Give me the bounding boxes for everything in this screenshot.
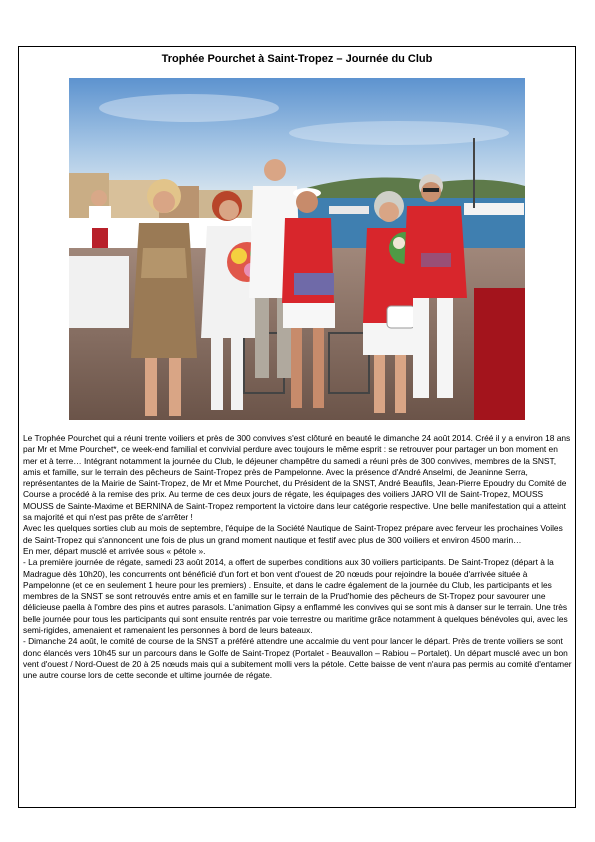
paragraph-intro: Le Trophée Pourchet qui a réuni trente voiliers et près de 300 convives s'est clôturé en beauté le dimanche 24 août 2014. Créé il y a environ 18 ans par Mr et Mme Pourchet*, ce week-end familial et convivial perdure avec toujours le même esprit : se retrouver pour partager un bon moment en mer et à terre… Intégrant notamment la journée du Club, le déjeuner champêtre du samedi a réuni près de 300 convives, membres de la SNST, amis et famille, sur le terrain des pêcheurs de Saint-Tropez près de Pampelonne. Avec la présence d'André Anselmi, de Jeaninne Serra, représentantes de la Mairie de Saint-Tropez, de Mr et Mme Pourchet, du Président de la SNST, André Beaufils, Jean-Pierre Epoudry du Comité de Course a procédé à la remise des prix. Au terme de ces deux jours de régate, les équipages des voiliers JARO VII de Saint-Tropez, MOUSS MOUSS de Sainte-Maxime et BERNINA de Saint-Tropez remportent la victoire dans leur catégorie respective. Une belle manifestation qui a atteint sa majorité et qui n'est pas prête de s'arrêter ! — [23, 433, 571, 523]
paragraph-voiles: Avec les quelques sorties club au mois de septembre, l'équipe de la Société Nautique de Saint-Tropez prépare avec ferveur les prochaines Voiles de Saint-Tropez qui s'annoncent une fois de plus un grand moment nautique et festif avec plus de 300 voiliers et environ 4500 marin… — [23, 523, 563, 545]
article-title: Trophée Pourchet à Saint-Tropez – Journée du Club — [161, 53, 433, 65]
paragraph-day-one: - La première journée de régate, samedi 23 août 2014, a offert de superbes conditions aux 30 voiliers participants. De Saint-Tropez (départ à la Madrague dès 10h20), les concurrents ont bénéficié d'un fort et bon vent d'ouest de 20 nœuds pour rejoindre la bouée d'arrivée située à Pampelonne (et ce en seulement 1 heure pour les premiers) . Ensuite, et dans le cadre également de la journée du Club, les participants et les membres de la SNST se sont retrouvés entre amis et en famille sur le terrain de la Prud'homie des pêcheurs de St-Tropez pour savourer une délicieuse paella à l'ombre des pins et autres parasols. L'animation Gipsy a enflammé les convives qui se sont mis à danser sur le terrain. Une très belle journée pour tous les participants qui sont ensuite rentrés par voie terrestre ou maritime grâce notamment à quelques bénévoles qui, avec les semi-rigides, amenaient et ramenaient les personnes à bord de leurs bateaux. — [23, 557, 568, 636]
article-frame — [18, 46, 576, 808]
paragraph-day-two: - Dimanche 24 août, le comité de course de la SNST a préféré attendre une accalmie du vent pour lancer le départ. Près de trente voiliers se sont donc élancés vers 10h45 sur un parcours dans le Golfe de Saint-Tropez (Portalet - Beauvallon – Rabiou – Portalet). Un départ musclé avec un bon vent d'ouest / Nord-Ouest de 20 à 25 nœuds mais qui a subitement molli vers la pétole. Cette baisse de vent n'aura pas permis au comité d'entamer une autre course lors de cette seconde et ultime journée de régate. — [23, 636, 572, 681]
group-photo — [69, 78, 525, 420]
paragraph-subheading: En mer, départ musclé et arrivée sous « pétole ». — [23, 545, 206, 556]
photo-illustration — [69, 78, 525, 420]
article-body — [23, 433, 574, 682]
